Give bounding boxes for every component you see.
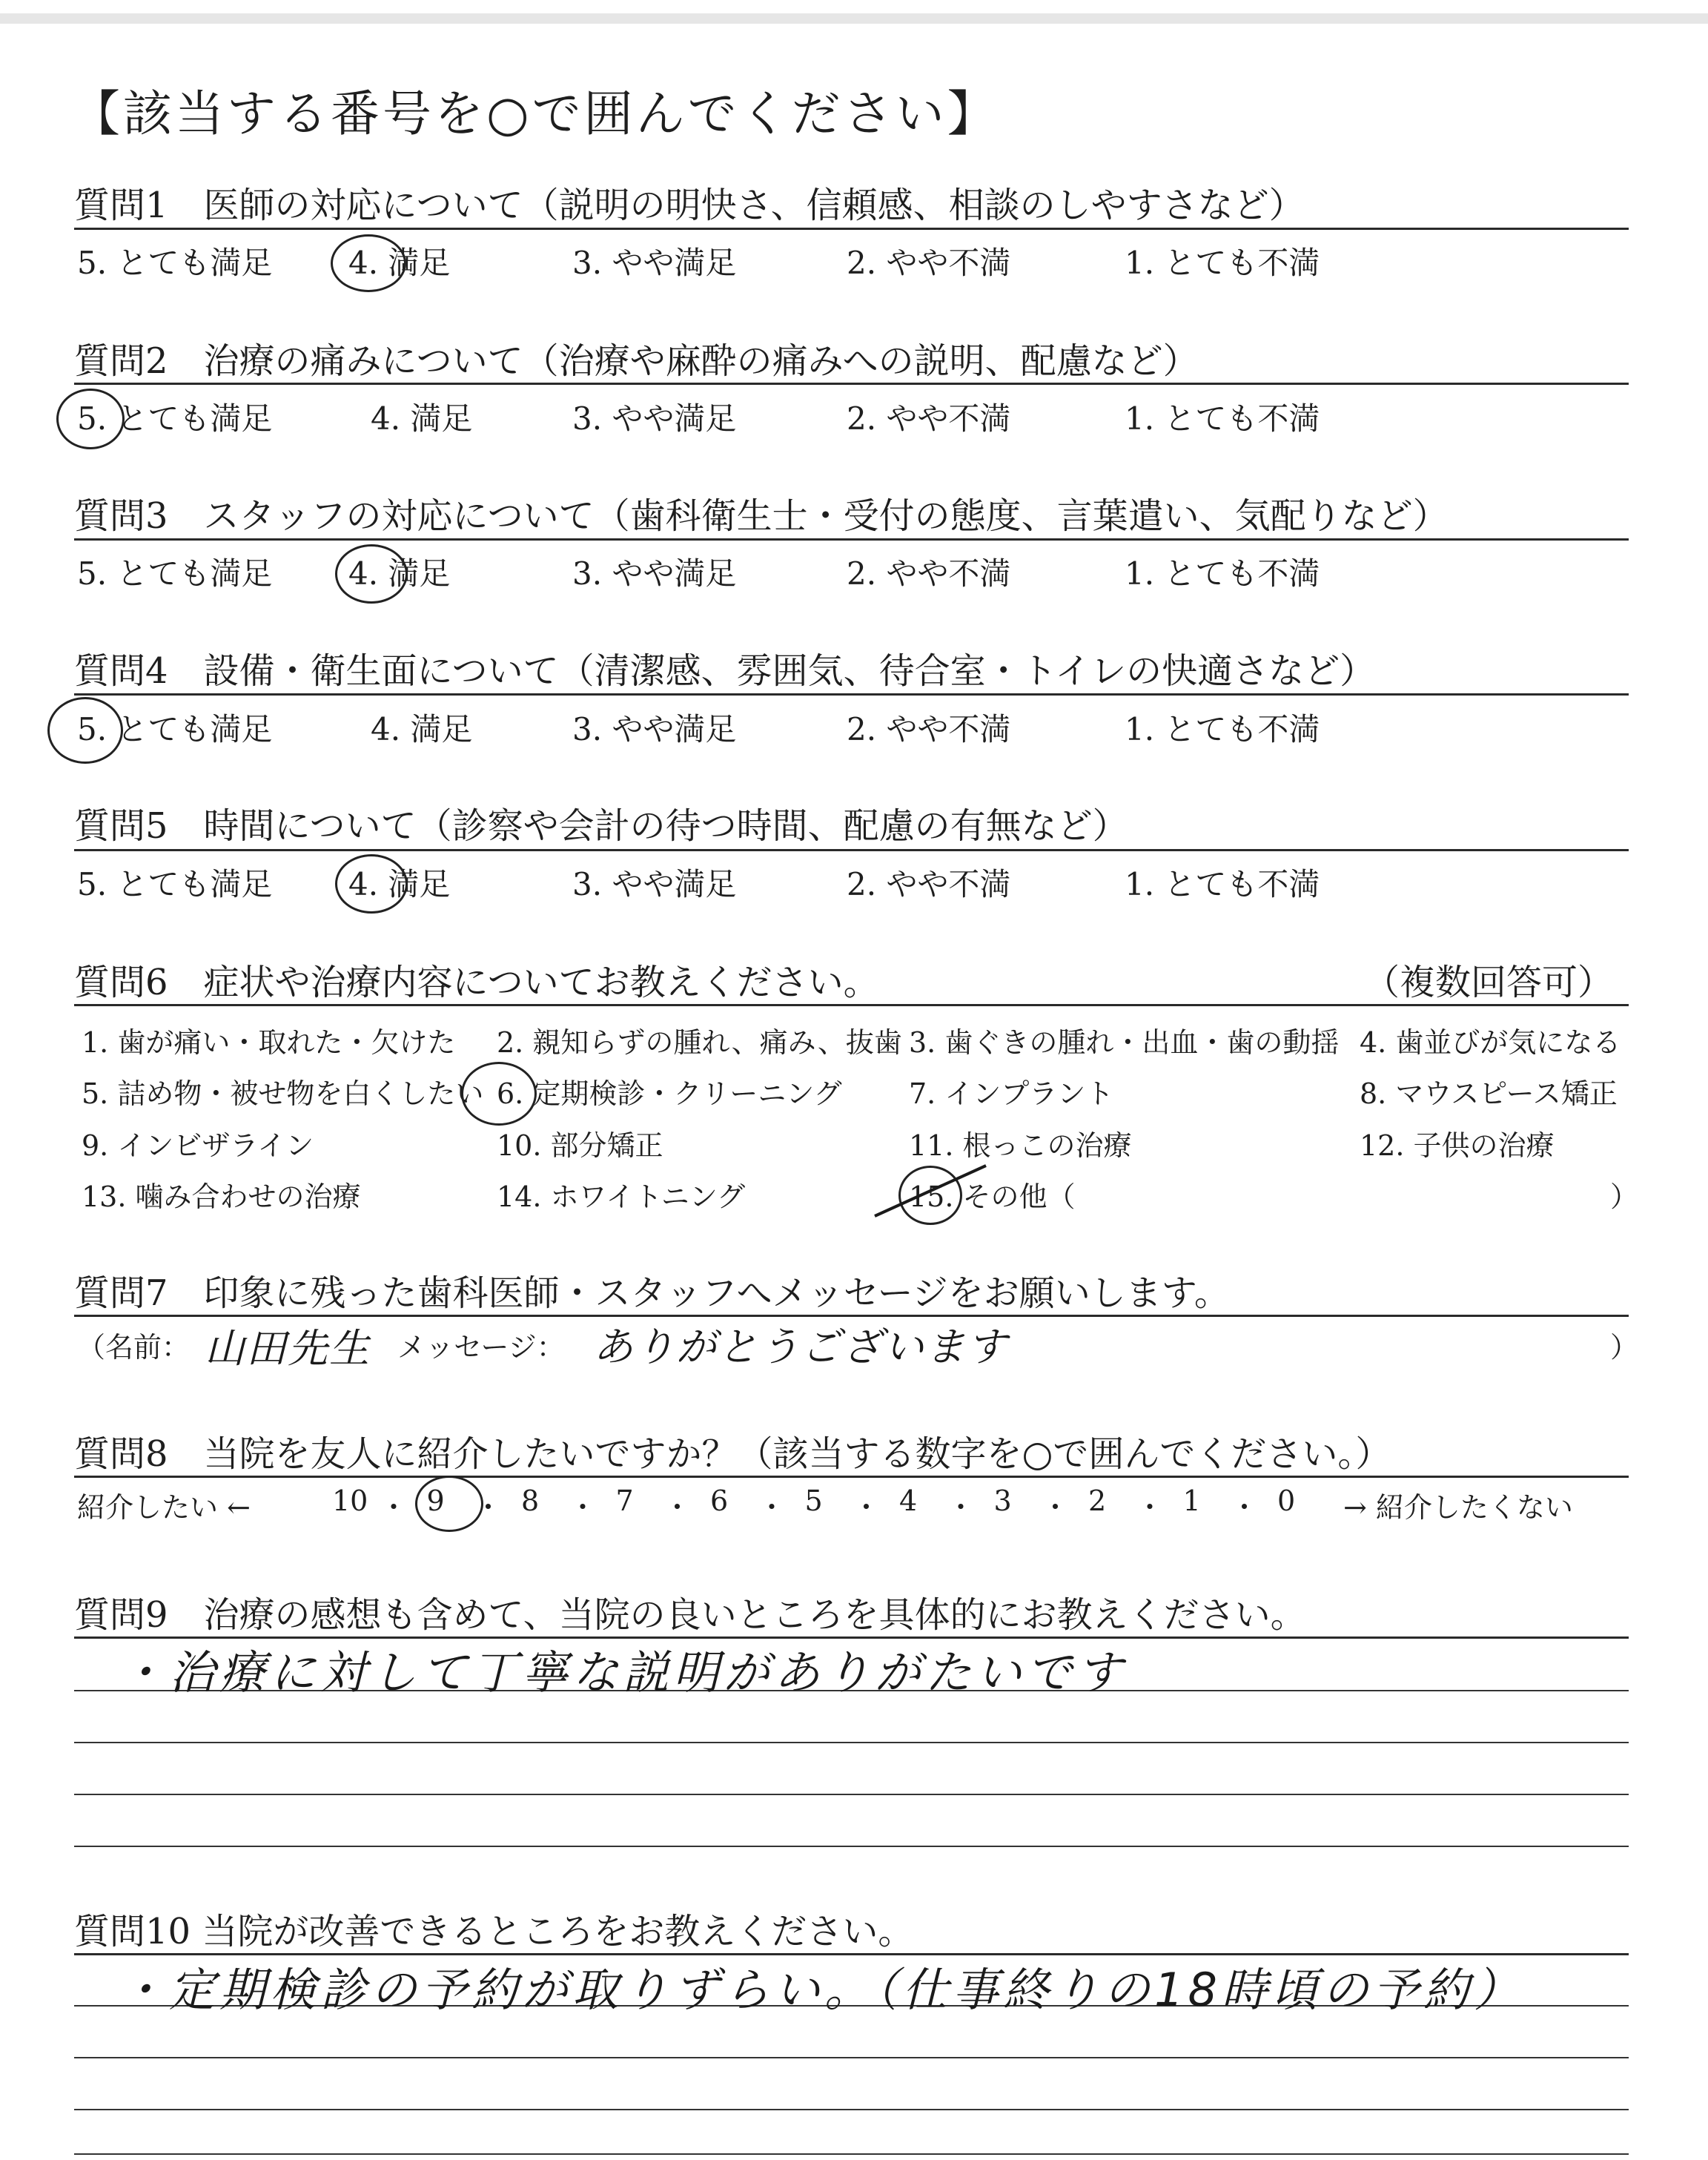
scan-top-edge: [0, 13, 1708, 24]
q3-option-2[interactable]: 2. やや不満: [847, 555, 1011, 592]
q8-scale-3[interactable]: 3: [993, 1484, 1012, 1517]
q8-scale-separator: ・: [1041, 1491, 1070, 1524]
q6-item-11[interactable]: 11. 根っこの治療: [909, 1129, 1132, 1162]
q8-scale-separator: ・: [1230, 1491, 1259, 1524]
q6-item-2[interactable]: 2. 親知らずの腫れ、痛み、抜歯: [497, 1026, 902, 1059]
q8-scale-separator: ・: [474, 1491, 503, 1524]
q8-scale-2[interactable]: 2: [1088, 1484, 1107, 1517]
q4-option-3[interactable]: 3. やや満足: [572, 711, 737, 747]
q2-selected-circle: [56, 389, 125, 449]
question-2-heading: 質問2 治療の痛みについて（治療や麻酔の痛みへの説明、配慮など）: [74, 340, 1199, 382]
q5-option-1[interactable]: 1. とても不満: [1125, 866, 1320, 902]
q8-scale-separator: ・: [947, 1491, 976, 1524]
q5-option-2[interactable]: 2. やや不満: [847, 866, 1011, 902]
answer-line: [74, 2057, 1629, 2058]
q6-item-14[interactable]: 14. ホワイトニング: [497, 1180, 746, 1213]
q2-option-5[interactable]: 5. とても満足: [77, 400, 273, 437]
divider: [74, 228, 1629, 230]
q1-option-5[interactable]: 5. とても満足: [77, 245, 273, 281]
question-10-heading: 質問10 当院が改善できるところをお教えください。: [74, 1911, 914, 1952]
question-3-heading: 質問3 スタッフの対応について（歯科衛生士・受付の態度、言葉遣い、気配りなど）: [74, 495, 1449, 537]
q5-option-4[interactable]: 4. 満足: [348, 866, 451, 902]
q1-option-4[interactable]: 4. 満足: [348, 245, 451, 281]
q5-option-5[interactable]: 5. とても満足: [77, 866, 273, 902]
question-1-heading: 質問1 医師の対応について（説明の明快さ、信頼感、相談のしやすさなど）: [74, 185, 1305, 226]
q7-close-paren: ）: [1610, 1331, 1639, 1364]
q8-scale-4[interactable]: 4: [899, 1484, 918, 1517]
q4-selected-circle: [47, 697, 123, 764]
q3-selected-circle: [335, 544, 408, 604]
q8-scale-0[interactable]: 0: [1277, 1484, 1296, 1517]
q8-scale-10[interactable]: 10: [332, 1484, 368, 1517]
q8-scale-separator: ・: [1136, 1491, 1165, 1524]
q8-scale-8[interactable]: 8: [521, 1484, 540, 1517]
q6-item-4[interactable]: 4. 歯並びが気になる: [1360, 1026, 1621, 1059]
q4-option-4[interactable]: 4. 満足: [371, 711, 473, 747]
q3-option-4[interactable]: 4. 満足: [348, 555, 451, 592]
q6-item-12[interactable]: 12. 子供の治療: [1360, 1129, 1555, 1162]
answer-line: [74, 2109, 1629, 2110]
q8-scale-1[interactable]: 1: [1182, 1484, 1201, 1517]
q8-selected-circle: [415, 1476, 483, 1532]
q6-item-5[interactable]: 5. 詰め物・被せ物を白くしたい: [82, 1077, 484, 1110]
q6-item-3[interactable]: 3. 歯ぐきの腫れ・出血・歯の動揺: [909, 1026, 1340, 1059]
q8-scale-separator: ・: [852, 1491, 881, 1524]
answer-line: [74, 1846, 1629, 1847]
q8-scale-7[interactable]: 7: [615, 1484, 634, 1517]
question-7-heading: 質問7 印象に残った歯科医師・スタッフへメッセージをお願いします。: [74, 1272, 1230, 1314]
q8-scale-9[interactable]: 9: [426, 1484, 445, 1517]
q8-scale-6[interactable]: 6: [710, 1484, 729, 1517]
q8-scale-separator: ・: [380, 1491, 408, 1524]
page-title: 【該当する番号を○で囲んでください】: [71, 85, 999, 142]
question-6-note: （複数回答可）: [1364, 962, 1614, 1003]
q4-option-2[interactable]: 2. やや不満: [847, 711, 1011, 747]
q8-scale-separator: ・: [663, 1491, 692, 1524]
q6-item-15[interactable]: 15. その他（: [909, 1180, 1076, 1213]
q6-item-6[interactable]: 6. 定期検診・クリーニング: [497, 1077, 842, 1110]
q7-message-value[interactable]: ありがとうございます: [593, 1324, 1008, 1370]
divider: [74, 693, 1629, 696]
divider: [74, 1004, 1629, 1006]
q4-option-5[interactable]: 5. とても満足: [77, 711, 273, 747]
answer-line: [74, 1742, 1629, 1743]
question-6-heading: 質問6 症状や治療内容についてお教えください。: [74, 962, 879, 1003]
question-5-heading: 質問5 時間について（診察や会計の待つ時間、配慮の有無など）: [74, 805, 1128, 847]
q1-selected-circle: [331, 234, 406, 292]
q7-name-value[interactable]: 山田先生: [205, 1325, 371, 1372]
q2-option-3[interactable]: 3. やや満足: [572, 400, 737, 437]
divider: [74, 538, 1629, 541]
q10-answer[interactable]: ・定期検診の予約が取りずらい。（仕事終りの18時頃の予約）: [119, 1963, 1524, 2017]
q2-option-4[interactable]: 4. 満足: [371, 400, 473, 437]
q6-item-15-close: ）: [1610, 1180, 1639, 1213]
q6-item-10[interactable]: 10. 部分矯正: [497, 1129, 663, 1162]
q9-answer[interactable]: ・治療に対して丁寧な説明がありがたいです: [119, 1645, 1128, 1700]
divider: [74, 1476, 1629, 1478]
answer-line: [74, 1794, 1629, 1795]
question-9-heading: 質問9 治療の感想も含めて、当院の良いところを具体的にお教えください。: [74, 1594, 1306, 1636]
question-4-heading: 質問4 設備・衛生面について（清潔感、雰囲気、待合室・トイレの快適さなど）: [74, 650, 1376, 692]
q8-right-label: → 紹介したくない: [1343, 1491, 1573, 1524]
q2-option-2[interactable]: 2. やや不満: [847, 400, 1011, 437]
q6-selected-circle-6: [461, 1062, 537, 1126]
answer-line: [74, 2153, 1629, 2155]
q6-item-1[interactable]: 1. 歯が痛い・取れた・欠けた: [82, 1026, 456, 1059]
q3-option-5[interactable]: 5. とても満足: [77, 555, 273, 592]
q8-scale-separator: ・: [758, 1491, 787, 1524]
q1-option-3[interactable]: 3. やや満足: [572, 245, 737, 281]
q6-item-8[interactable]: 8. マウスピース矯正: [1360, 1077, 1618, 1110]
q8-left-label: 紹介したい ←: [77, 1491, 251, 1524]
q5-option-3[interactable]: 3. やや満足: [572, 866, 737, 902]
q1-option-2[interactable]: 2. やや不満: [847, 245, 1011, 281]
q2-option-1[interactable]: 1. とても不満: [1125, 400, 1320, 437]
q8-scale-separator: ・: [569, 1491, 598, 1524]
q4-option-1[interactable]: 1. とても不満: [1125, 711, 1320, 747]
q6-item-7[interactable]: 7. インプラント: [909, 1077, 1114, 1110]
q6-item-9[interactable]: 9. インビザライン: [82, 1129, 314, 1162]
q3-option-3[interactable]: 3. やや満足: [572, 555, 737, 592]
q5-selected-circle: [335, 854, 408, 914]
q3-option-1[interactable]: 1. とても不満: [1125, 555, 1320, 592]
divider: [74, 849, 1629, 851]
q1-option-1[interactable]: 1. とても不満: [1125, 245, 1320, 281]
q6-item-13[interactable]: 13. 噛み合わせの治療: [82, 1180, 361, 1213]
q7-name-label: （名前：: [77, 1331, 191, 1364]
divider: [74, 383, 1629, 385]
q7-message-label: メッセージ：: [397, 1331, 565, 1364]
question-8-heading: 質問8 当院を友人に紹介したいですか？（該当する数字を○で囲んでください。）: [74, 1433, 1391, 1475]
q6-item-15-strike-mark: [867, 1157, 993, 1223]
q8-scale-5[interactable]: 5: [804, 1484, 823, 1517]
